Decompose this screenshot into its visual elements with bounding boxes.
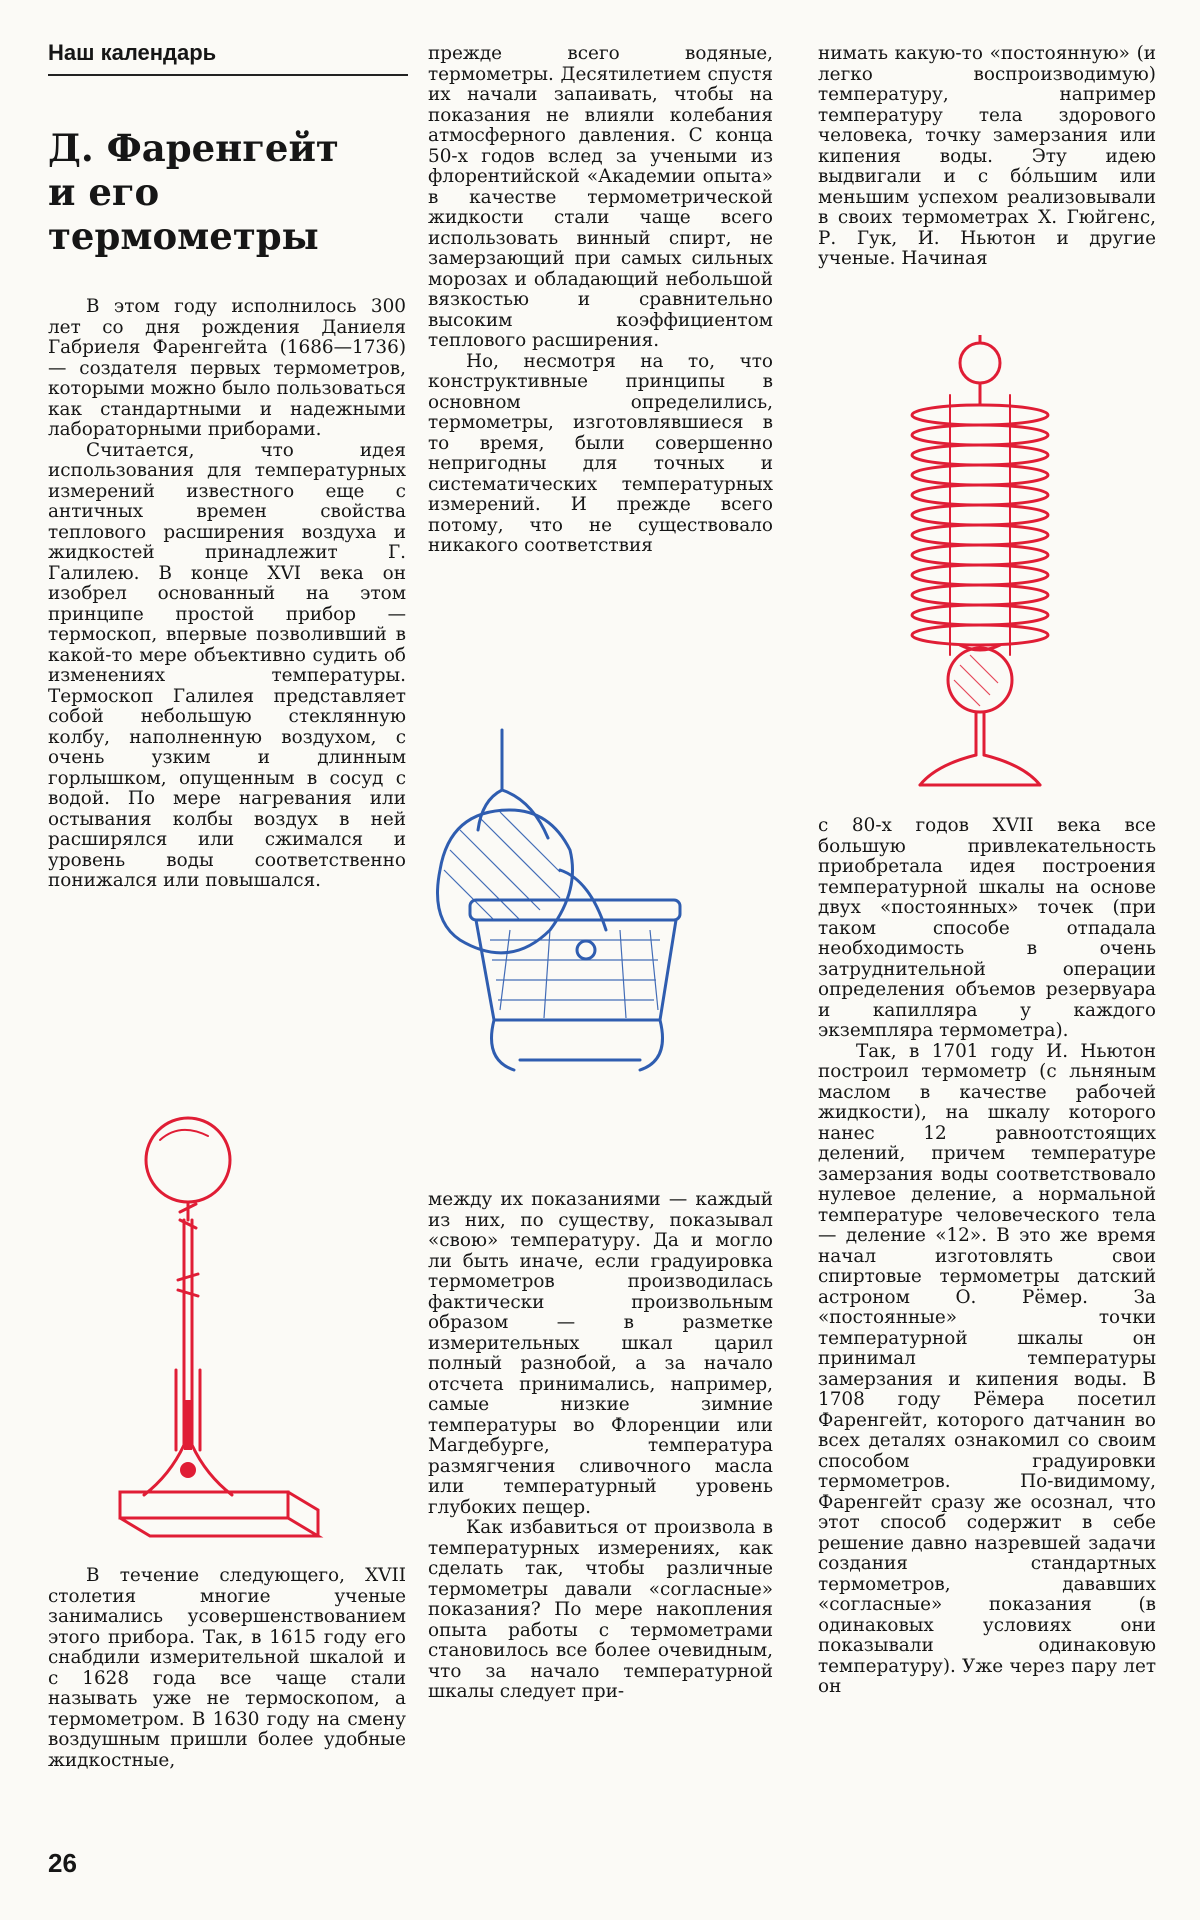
- thermoscope-illustration: [100, 1100, 360, 1540]
- title-line: Д. Фаренгейт: [48, 126, 339, 170]
- paragraph: Считается, что идея использования для температурных измерений известного еще с античных времен свойства теплового расширения воздуха и жидкостей принадлежит Г. Галилею. В конце XVI века он изобрел основанный на этом принципе простой прибор — термоскоп, впервые позволивший в какой-то мере объективно судить об изменениях температуры. Термоскоп Галилея представляет собой небольшую стеклянную колбу, наполненную воздухом, с очень узким и длинным горлышком, опущенным в сосуд с водой. По мере нагревания или остывания колбы воздух в ней расширялся или сжимался и уровень воды соответственно понижался или повышался.: [48, 439, 406, 891]
- paragraph: нимать какую-то «постоянную» (и легко воспроизводимую) температуру, например температуру тела здорового человека, точку замерзания или кипения воды. Эту идею выдвигали и с бо́льшим или меньшим успехом реализовывали в своих термометрах X. Гюйгенс, Р. Гук, И. Ньютон и другие ученые. Начиная: [818, 44, 1156, 269]
- spiral-thermometer-illustration: [890, 335, 1070, 805]
- paragraph: Как избавиться от произвола в температурных измерениях, как сделать так, чтобы различные термометры давали «согласные» показания? По мере накопления опыта работы с термометрами становилось все более очевидным, что за начало температурной шкалы следует при-: [428, 1517, 773, 1702]
- paragraph: В течение следующего, XVII столетия многие ученые занимались усовершенствованием этого прибора. Так, в 1615 году его снабдили измерительной шкалой и с 1628 года все чаще стали называть уже не термоскопом, а термометром. В 1630 году на смену воздушным пришли более удобные жидкостные,: [48, 1566, 406, 1771]
- column-1-top: [48, 297, 406, 892]
- column-2-bottom: [428, 1190, 773, 1703]
- flask-vessel-illustration: [430, 720, 750, 1090]
- article-title: [48, 126, 408, 258]
- paragraph: прежде всего водяные, термометры. Десятилетием спустя их начали запаивать, чтобы на показания не влияли колебания атмосферного давления. С конца 50-х годов вслед за учеными из флорентийской «Академии опыта» в качестве термометрической жидкости стали чаще всего использовать винный спирт, не замерзающий при самых сильных морозах и обладающий небольшой вязкостью и сравнительно высоким коэффициентом теплового расширения.: [428, 44, 773, 351]
- column-2-top: [428, 44, 773, 557]
- page-number: 26: [48, 1848, 77, 1878]
- paragraph: с 80-х годов XVII века все большую привлекательность приобретала идея построения температурной шкалы на основе двух «постоянных» точек (при таком способе отпадала необходимость в очень затруднительной операции определения объемов резервуара и капилляра у каждого экземпляра термометра).: [818, 816, 1156, 1041]
- paragraph: между их показаниями — каждый из них, по существу, показывал «свою» температуру. Да и могло ли быть иначе, если градуировка термометров производилась фактически произвольным образом — в разметке измерительных шкал царил полный разнобой, а за начало отсчета принимались, например, самые низкие зимние температуры во Флоренции или Магдебурге, температура размягчения сливочного масла или температурный уровень глубоких пещер.: [428, 1190, 773, 1518]
- column-3-top: [818, 44, 1156, 270]
- column-3-bottom: [818, 816, 1156, 1698]
- section-label: Наш календарь: [48, 40, 408, 76]
- paragraph: В этом году исполнилось 300 лет со дня рождения Даниеля Габриеля Фаренгейта (1686—1736) — создателя первых термометров, которыми можно было пользоваться как стандартными и надежными лабораторными приборами.: [48, 297, 406, 440]
- paragraph: Так, в 1701 году И. Ньютон построил термометр (с льняным маслом в качестве рабочей жидкости), на шкалу которого нанес 12 равноотстоящих делений, причем температуре замерзания воды соответствовало нулевое деление, а нормальной температуре человеческого тела — деление «12». В это же время начал изготовлять свои спиртовые термометры датский астроном О. Рёмер. За «постоянные» точки температурной шкалы он принимал температуры замерзания и кипения воды. В 1708 году Рёмера посетил Фаренгейт, которого датчанин во всех деталях ознакомил со своим способом градуировки термометров. По-видимому, Фаренгейт сразу же осознал, что этот способ содержит в себе решение давно назревшей задачи создания стандартных термометров, дававших «согласные» показания (в одинаковых условиях они показывали одинаковую температуру). Уже через пару лет он: [818, 1040, 1156, 1697]
- title-line: термометры: [48, 214, 319, 258]
- column-1-bottom: [48, 1566, 406, 1771]
- paragraph: Но, несмотря на то, что конструктивные принципы в основном определились, термометры, изготовлявшиеся в то время, были совершенно непригодны для точных и систематических температурных измерений. И прежде всего потому, что не существовало никакого соответствия: [428, 350, 773, 556]
- title-line: и его: [48, 170, 160, 214]
